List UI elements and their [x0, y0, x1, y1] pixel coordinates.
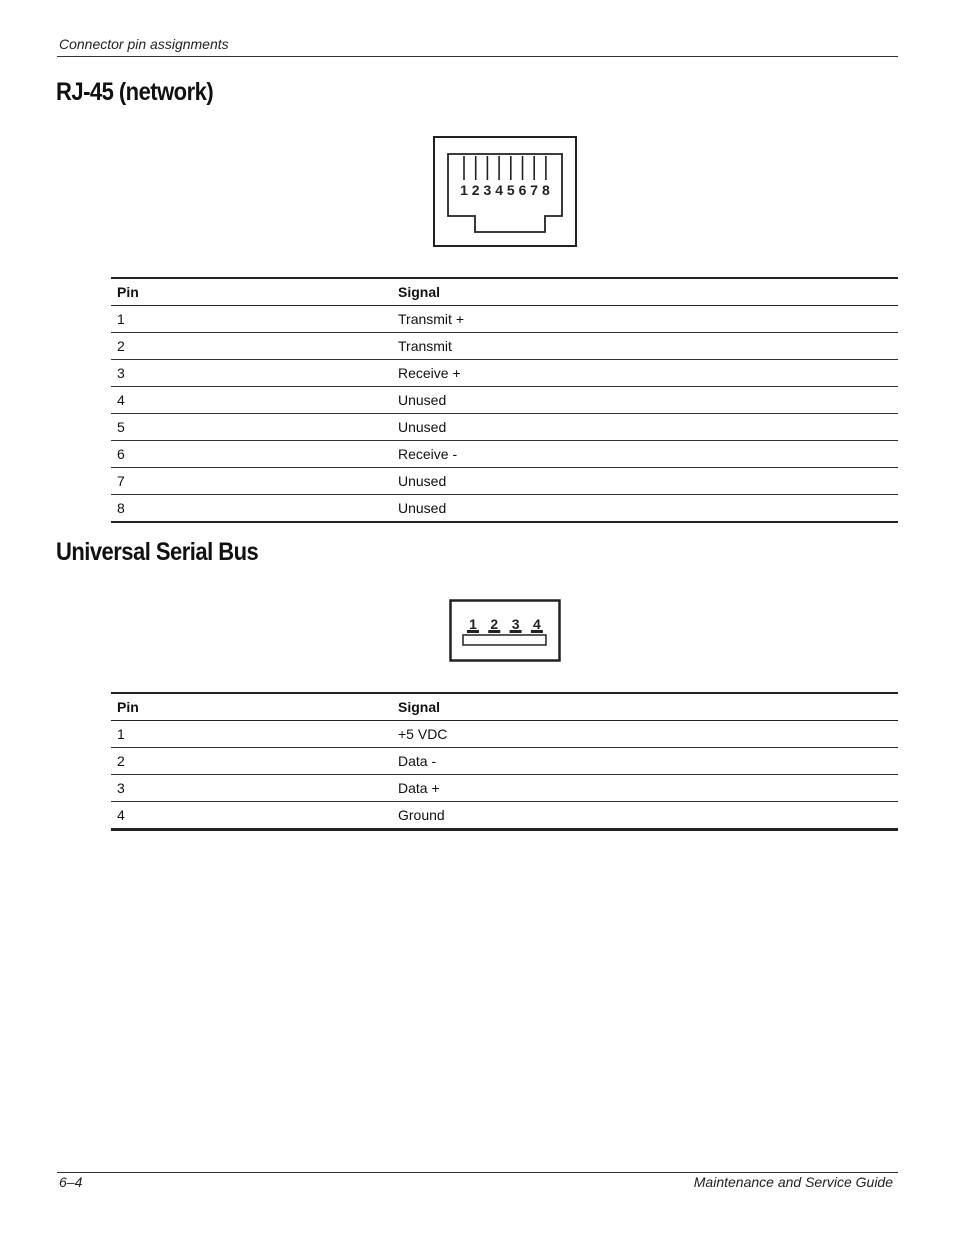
usb-pin-table — [111, 692, 898, 831]
pin-cell: 7 — [111, 468, 392, 495]
rj45-pin-labels — [460, 182, 550, 198]
table-row — [111, 775, 898, 802]
usb-outer-frame — [451, 601, 560, 661]
pin-label: 4 — [495, 182, 503, 198]
signal-cell: Unused — [392, 387, 898, 414]
signal-cell: Receive - — [392, 441, 898, 468]
rj45-connector-diagram — [433, 136, 577, 247]
pin-cell: 4 — [111, 387, 392, 414]
running-head: Connector pin assignments — [59, 36, 229, 52]
pin-cell: 1 — [111, 721, 392, 748]
table-header-row — [111, 693, 898, 721]
signal-cell: Transmit — [392, 333, 898, 360]
pin-label: 2 — [471, 182, 480, 198]
table-row — [111, 333, 898, 360]
table-row — [111, 360, 898, 387]
column-header-pin: Pin — [111, 693, 392, 721]
table-row — [111, 495, 898, 523]
pin-label: 3 — [483, 182, 492, 198]
table-row — [111, 468, 898, 495]
signal-cell: Data - — [392, 748, 898, 775]
pin-cell: 3 — [111, 360, 392, 387]
table-row — [111, 306, 898, 333]
guide-title: Maintenance and Service Guide — [693, 1174, 893, 1190]
pin-label: 2 — [490, 616, 499, 632]
pin-label: 1 — [460, 182, 468, 198]
table-row — [111, 748, 898, 775]
signal-cell: Data + — [392, 775, 898, 802]
pin-label: 5 — [506, 182, 515, 198]
signal-cell: Unused — [398, 500, 447, 516]
page-number: 6–4 — [59, 1174, 83, 1190]
pin-label: 7 — [530, 182, 539, 198]
usb-connector-diagram — [449, 599, 561, 662]
signal-cell: Unused — [392, 414, 898, 441]
pin-cell: 2 — [111, 333, 392, 360]
pin-label: 4 — [533, 616, 541, 632]
footer-rule — [57, 1172, 898, 1173]
rj45-contacts — [464, 156, 546, 180]
column-header-signal: Signal — [392, 693, 898, 721]
usb-section-title: Universal Serial Bus — [56, 538, 259, 566]
signal-cell: +5 VDC — [392, 721, 898, 748]
pin-cell: 3 — [111, 775, 392, 802]
column-header-pin: Pin — [111, 278, 392, 306]
table-header-row — [111, 278, 898, 306]
table-row — [111, 802, 898, 830]
usb-pin-labels — [469, 616, 541, 632]
pin-label: 1 — [469, 616, 477, 632]
pin-label: 8 — [542, 182, 550, 198]
pin-cell: 5 — [111, 414, 392, 441]
usb-contact-tongue — [463, 635, 546, 645]
table-row — [111, 387, 898, 414]
usb-contacts — [467, 630, 543, 633]
pin-cell: 1 — [111, 306, 392, 333]
pin-cell: 8 — [117, 500, 125, 516]
rj45-pin-table — [111, 277, 898, 523]
pin-cell: 4 — [117, 807, 125, 823]
signal-cell: Ground — [398, 807, 445, 823]
signal-cell: Unused — [392, 468, 898, 495]
column-header-signal: Signal — [392, 278, 898, 306]
rj45-section-title: RJ-45 (network) — [56, 78, 214, 106]
signal-cell: Transmit + — [392, 306, 898, 333]
pin-label: 3 — [511, 616, 520, 632]
header-rule — [57, 56, 898, 57]
pin-label: 6 — [518, 182, 527, 198]
table-row — [111, 414, 898, 441]
signal-cell: Receive + — [392, 360, 898, 387]
pin-cell: 6 — [111, 441, 392, 468]
pin-cell: 2 — [111, 748, 392, 775]
table-row — [111, 721, 898, 748]
table-row — [111, 441, 898, 468]
